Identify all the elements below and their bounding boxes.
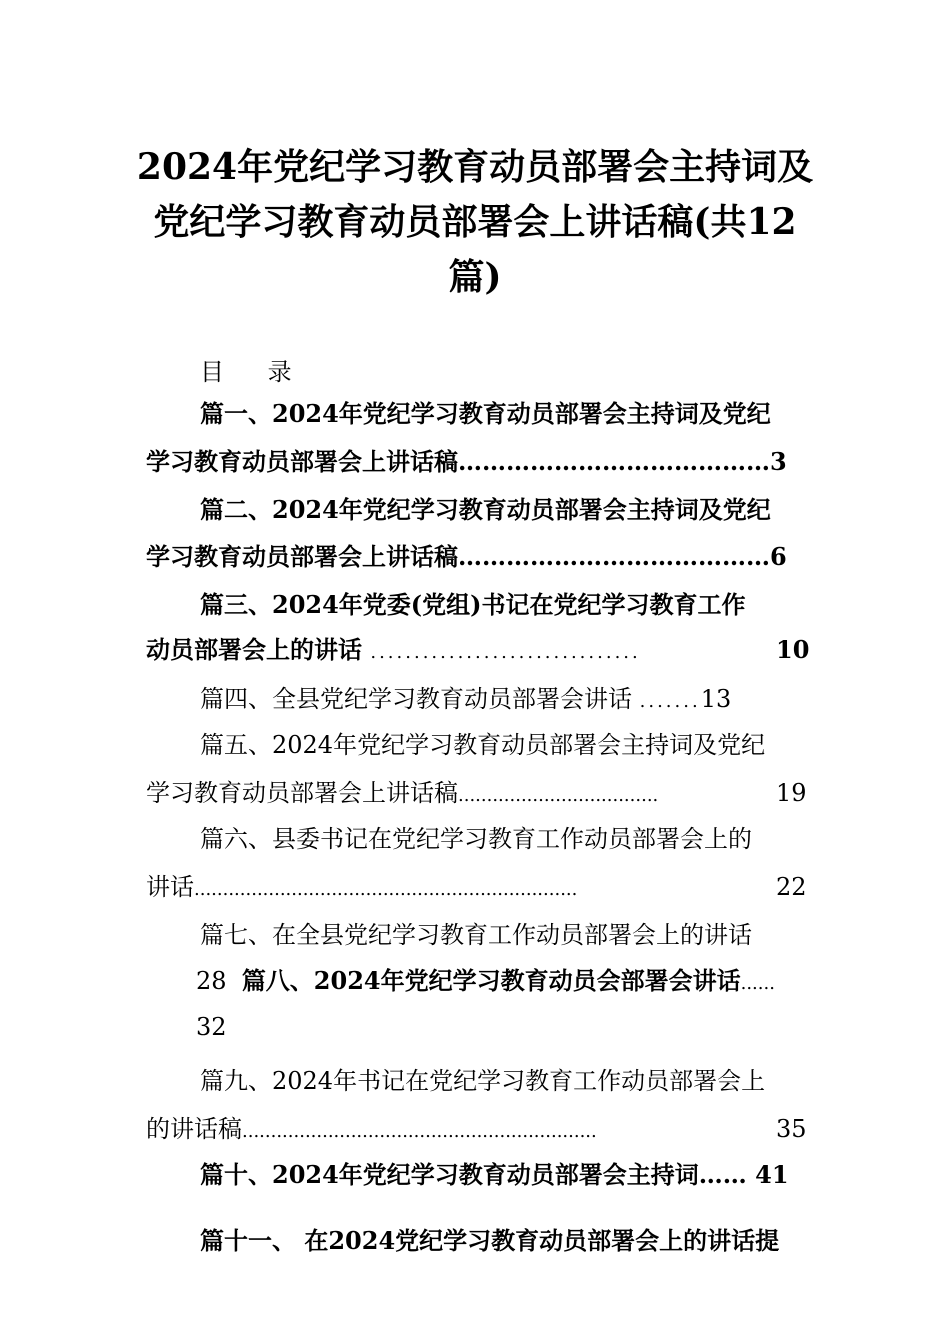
toc-entry-1-line1: 篇一、2024年党纪学习教育动员部署会主持词及党纪 — [200, 399, 771, 428]
toc-heading: 目 录 — [200, 358, 310, 386]
toc-entry-1-line2 — [146, 446, 787, 478]
toc-entry-3-line1: 篇三、2024年党委(党组)书记在党纪学习教育工作 — [200, 590, 746, 619]
toc-entry-2-line1: 篇二、2024年党纪学习教育动员部署会主持词及党纪 — [200, 495, 771, 524]
title-line-3: 篇) — [448, 256, 502, 298]
toc-entry-8-dots: ...... — [740, 973, 775, 994]
toc-entry-5-line1: 篇五、2024年党纪学习教育动员部署会主持词及党纪 — [200, 731, 766, 759]
toc-entry-4-line1 — [200, 683, 731, 718]
toc-entry-5-title: 学习教育动员部署会上讲话稿 — [146, 779, 458, 807]
document-title — [100, 140, 850, 305]
toc-entry-2-line2 — [146, 541, 787, 573]
toc-entry-2-title: 学习教育动员部署会上讲话稿 — [146, 542, 458, 571]
title-line-2: 党纪学习教育动员部署会上讲话稿(共12 — [153, 201, 797, 243]
toc-entry-7-page: 28 — [196, 967, 227, 995]
toc-entry-6-dots: ................................................................... — [194, 879, 578, 900]
toc-entry-9-line1: 篇九、2024年书记在党纪学习教育工作动员部署会上 — [200, 1067, 766, 1095]
toc-entry-9-line2 — [146, 1113, 807, 1148]
toc-entry-3-page: 10 — [776, 635, 810, 664]
toc-entry-9-dots: .............................................................. — [242, 1121, 597, 1142]
toc-entry-5-dots: ................................... — [458, 785, 659, 806]
toc-entry-2-page: 6 — [770, 542, 787, 571]
toc-entry-9-page: 35 — [776, 1115, 807, 1143]
toc-entry-6-title: 讲话 — [146, 873, 194, 901]
toc-entry-4-page: 13 — [700, 685, 732, 713]
toc-entry-5-line2 — [146, 777, 807, 812]
toc-entry-1-dots: ………………………………… — [458, 447, 770, 476]
toc-entry-5-page: 19 — [776, 779, 807, 807]
toc-entry-6-page: 22 — [776, 873, 807, 901]
toc-entry-10-page: 41 — [755, 1160, 789, 1189]
toc-entry-4-title: 篇四、全县党纪学习教育动员部署会讲话 — [200, 685, 632, 713]
toc-entry-10-dots: …… — [698, 1160, 747, 1189]
toc-entry-7-line1: 篇七、在全县党纪学习教育工作动员部署会上的讲话 — [200, 921, 752, 949]
toc-entry-11-line1: 篇十一、 在2024党纪学习教育动员部署会上的讲话提 — [200, 1226, 780, 1255]
toc-entry-2-dots: ………………………………… — [458, 542, 770, 571]
toc-entry-1-title: 学习教育动员部署会上讲话稿 — [146, 447, 458, 476]
toc-entry-9-title: 的讲话稿 — [146, 1115, 242, 1143]
toc-entry-6-line1: 篇六、县委书记在党纪学习教育工作动员部署会上的 — [200, 825, 752, 853]
toc-entry-4-dots: ....... — [639, 691, 701, 712]
toc-entry-10-line1 — [200, 1159, 789, 1191]
toc-entry-8-page: 32 — [196, 1013, 227, 1041]
toc-entry-6-line2 — [146, 871, 807, 906]
toc-entry-3-title: 动员部署会上的讲话 — [146, 635, 362, 664]
toc-entry-1-page: 3 — [770, 447, 787, 476]
toc-entry-10-title: 篇十、2024年党纪学习教育动员部署会主持词 — [200, 1160, 699, 1189]
toc-entry-3-dots: ............................... — [370, 642, 641, 663]
toc-entry-8-title: 篇八、2024年党纪学习教育动员会部署会讲话 — [241, 966, 741, 995]
toc-entry-3-line2 — [146, 634, 810, 669]
title-line-1: 2024年党纪学习教育动员部署会主持词及 — [136, 146, 814, 188]
toc-entry-8-line — [196, 965, 775, 1000]
